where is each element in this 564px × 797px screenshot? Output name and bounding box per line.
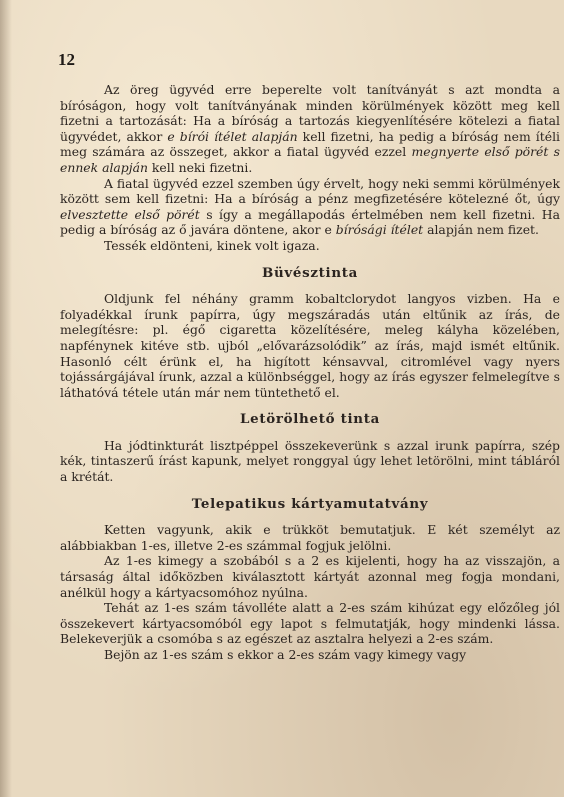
italic-text: megnyerte első pörét s ennek alapján (60, 144, 560, 175)
text-run: Tessék eldönteni, kinek volt igaza. (104, 237, 320, 253)
paragraph (60, 238, 560, 254)
paragraph (60, 647, 560, 663)
paragraph (60, 553, 560, 600)
text-run: Tehát az 1-es szám távollétе alatt a 2-es szám kihúzat egy előzőleg jól összekevert kártyacsomóból egy lapot s felmutatják, hogy mindenki lássa. Belekeverjük a csomóba s az egészet az asztalra helyezi a 2-es szám. (60, 600, 560, 647)
text-run: kell neki fizetni. (147, 159, 253, 175)
paragraph (60, 176, 560, 238)
section-heading: Büvésztinta (261, 264, 359, 281)
page-body-text (60, 82, 560, 663)
text-run: s így a megállapodás értelmében nem kell fizetni. Ha pedig a bíróság az ő javára döntene, akor e (60, 206, 560, 238)
paragraph (60, 522, 560, 553)
text-run: Ketten vagyunk, akik e trükköt bemutatjuk. E két személyt az alábbiakban 1-es, illetve 2-es számmal fogjuk jelölni. (60, 522, 560, 553)
text-run: kell fizetni, ha pedig a bíróság nem ítéli meg számára az összeget, akkor a fiatal ügyvéd ezzel (60, 128, 561, 160)
paragraph (60, 291, 560, 400)
text-run: alapján nem fizet. (423, 222, 539, 238)
text-run: Az öreg ügyvéd erre beperelte volt tanítványát s azt mondta a bíróságon, hogy volt tanítványának minden körülmények között meg kell fizetni a tartozását: Ha a bíróság a tartozás kiegyenlítésére kötelezi a fiatal ügyvédet, akkor (60, 82, 560, 144)
section-heading: Telepatikus kártyamutatvány (191, 495, 429, 512)
text-run: Oldjunk fel néhány gramm kobaltclorydot langyos vizben. Ha e folyadékkal írunk papírra, úgy megszáradás után eltűnik az írás, de melegítésre: pl. égő cigaretta közelítésére, meleg kályha közelében, napfénynek kitéve stb. ujból „elővarázsolódik” az írás, majd ismét eltűnik. Hasonló célt érünk el, ha higított kénsavval, citromlével vagy nyers tojássárgájával írunk, azzal a különbséggel, hogy az írás egyszer felmelegítve s láthatóvá tétele után már nem tüntethető el. (60, 291, 560, 400)
page-number: 12 (58, 50, 75, 69)
paragraph (60, 600, 560, 647)
text-run: Bejön az 1-es szám s ekkor a 2-es szám vagy kimegy vagy (104, 647, 467, 662)
text-run: Ha jódtinkturát lisztpéppel összekeverünk s azzal irunk papírra, szép kék, tintaszerű írást kapunk, melyet ronggyal úgy lehet letörölni, mint tábláról a krétát. (60, 437, 560, 485)
text-run: Az 1-es kimegy a szobából s a 2 es kijelenti, hogy ha az visszajön, a társaság által időközben kiválasztott kártyát azonnal meg fogja mondani, anélkül hogy a kártyacsomóhoz nyúlna. (60, 553, 560, 600)
paragraph (60, 82, 560, 176)
italic-text: bírósági ítélet (335, 222, 424, 238)
italic-text: elvesztette első pörét (60, 206, 200, 222)
paragraph (60, 438, 560, 485)
page-fold-shadow (0, 0, 12, 797)
italic-text: e bírói ítélet alapján (167, 128, 298, 144)
text-run: A fiatal ügyvéd ezzel szemben úgy érvelt, hogy neki semmi körülmények között sem kell fizetni: Ha a bíróság a pénz megfizetésére kötelezné őt, úgy (60, 175, 560, 207)
section-heading: Letörölhető tinta (240, 411, 380, 428)
